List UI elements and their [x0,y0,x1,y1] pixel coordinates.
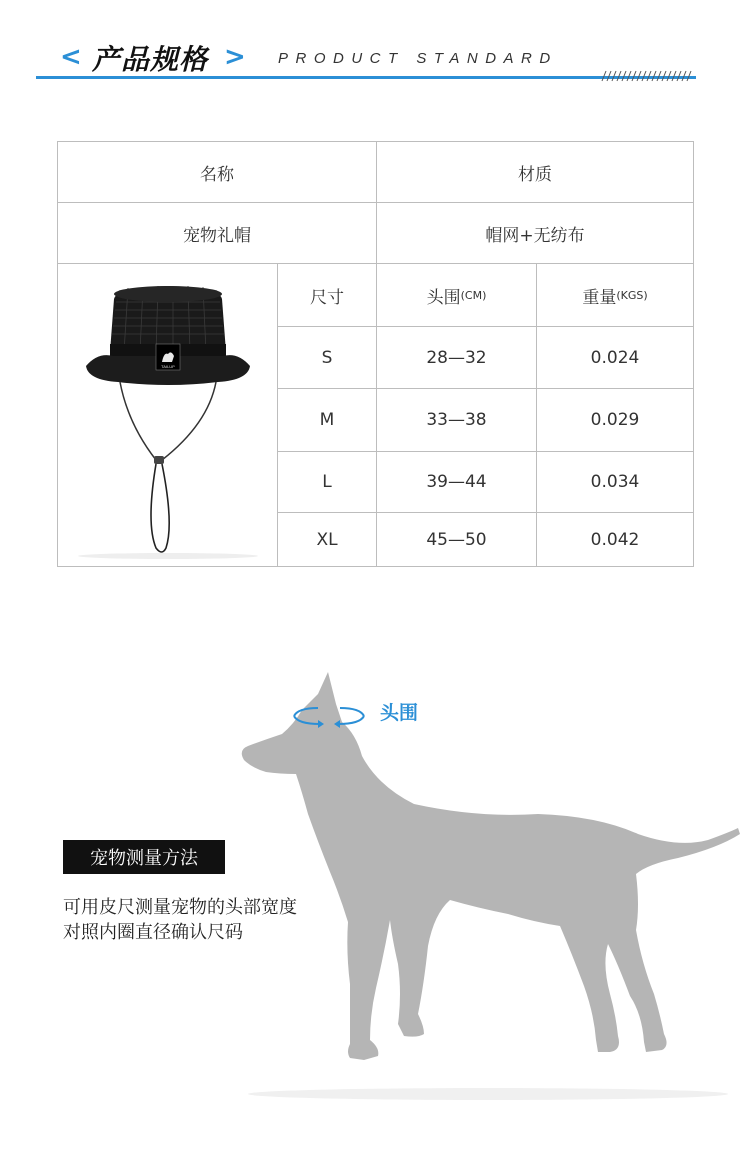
table-row-weight: 0.034 [590,472,640,492]
header-material: 材质 [518,164,552,185]
table-row-size: M [319,410,335,430]
section-subtitle: PRODUCT STANDARD [278,50,558,67]
product-name: 宠物礼帽 [183,225,251,246]
spec-table [57,141,694,567]
size-header: 尺寸 [310,287,344,308]
method-desc-line1: 可用皮尺测量宠物的头部宽度 [63,897,297,918]
table-row-size: S [321,347,333,368]
table-row-head: 45—50 [426,529,487,550]
table-row-weight: 0.024 [590,347,640,368]
table-row-size: XL [316,529,338,550]
section-header [0,0,750,100]
table-row-weight: 0.029 [590,410,640,430]
table-row-weight: 0.042 [590,529,640,550]
table-row-head: 39—44 [426,472,487,492]
dog-silhouette-image [238,664,743,1104]
hat-image [58,264,277,566]
measure-arrows-icon [288,704,370,730]
section-title: 产品规格 [92,43,209,76]
hatch-decoration-icon [600,70,700,82]
weight-header: 重量 (KGS) [582,287,648,308]
head-header: 头围 (CM) [426,287,487,308]
product-material: 帽网+无纺布 [485,225,585,246]
chevron-right-icon: > [224,42,246,72]
table-row-head: 33—38 [426,410,487,430]
chevron-left-icon: < [60,42,82,72]
header-name: 名称 [200,164,234,185]
svg-text:TAILUP: TAILUP [161,364,175,369]
measure-label: 头围 [380,702,419,724]
method-title: 宠物测量方法 [63,840,225,874]
table-row-head: 28—32 [426,347,487,368]
method-desc-line2: 对照内圈直径确认尺码 [63,922,243,943]
table-row-size: L [322,472,332,492]
header-divider [36,76,696,79]
